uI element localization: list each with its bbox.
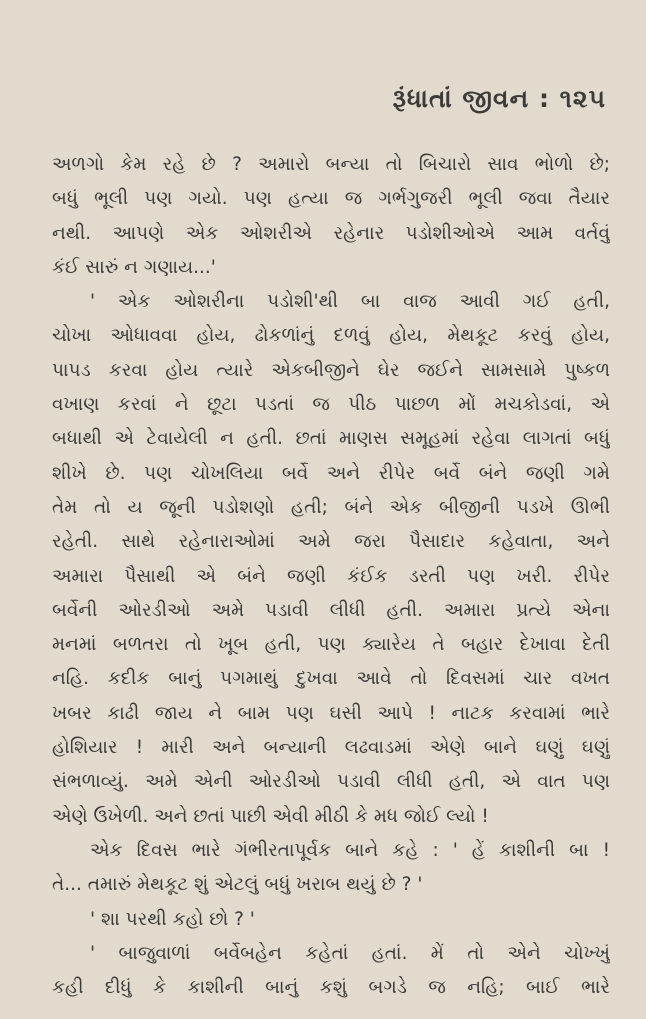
text-line: બધું ભૂલી પણ ગયો. પણ હત્યા જ ગર્ભગુજરી ભૂલી જવા તૈયાર: [52, 188, 610, 210]
text-line: શીખે છે. પણ ચોખલિયા બર્વે અને રીપેર બર્વે બંને જણી ગમે: [52, 462, 610, 484]
text-line: રહેતી. સાથે રહેનારાઓમાં અમે જરા પૈસાદાર કહેવાતા, અને: [52, 531, 610, 553]
text-line: ચોખા ઓધાવવા હોય, ઢોકળાંનું દળવું હોય, મેથકૂટ કરવું હોય,: [52, 325, 610, 347]
text-line: કહી દીધું કે કાશીની બાનું કશું બગડે જ નહિ; બાઈ ભારે: [52, 977, 610, 999]
text-line: સંભળાવ્યું. અમે એની ઓરડીઓ પડાવી લીધી હતી, એ વાત પણ: [52, 771, 610, 793]
paragraph: [52, 903, 610, 937]
body-text: [52, 148, 610, 1005]
text-line: નથી. આપણે એક ઓશરીએ રહેનાર પડોશીઓએ આમ વર્તવું: [52, 222, 610, 244]
text-line: તેમ તો ય જૂની પડોશણો હતી; બંને એક બીજીની પડખે ઊભી: [52, 496, 610, 518]
text-line: બધાથી એ ટેવાયેલી ન હતી. છતાં માણસ સમૂહમાં રહેવા લાગતાં બધું: [52, 428, 610, 450]
text-line: અળગો કેમ રહે છે ? અમારો બન્યા તો બિચારો સાવ ભોળો છે;: [52, 154, 610, 175]
text-line: કંઈ સારું ન ગણાય...': [52, 256, 216, 278]
text-line: ' એક ઓશરીના પડોશી'થી બા વાજ આવી ગઈ હતી,: [90, 291, 610, 313]
text-line: તે... તમારું મેથકૂટ શું એટલું બધું ખરાબ થયું છે ? ': [52, 874, 423, 896]
running-head: રૂંધાતાં જીવન : ૧૨૫: [392, 84, 606, 113]
text-line: એણે ઉખેળી. અને છતાં પાછી એવી મીઠી કે મધ જોઈ લ્યો !: [52, 805, 489, 827]
paragraph: [52, 937, 610, 1006]
text-line: વખાણ કરવાં ને છૂટા પડતાં જ પીઠ પાછળ મોં મચકોડવાં, એ: [52, 394, 610, 416]
text-line: ' બાજુવાળાં બર્વેબહેન કહેતાં હતાં. મેં તો એને ચોખ્ખું: [90, 942, 610, 964]
text-line: મનમાં બળતરા તો ખૂબ હતી, પણ ક્યારેય તે બહાર દેખાવા દેતી: [52, 634, 610, 656]
text-line: બર્વેની ઓરડીઓ અમે પડાવી લીધી હતી. અમારા પ્રત્યે એના: [52, 599, 610, 621]
paragraph: [52, 148, 610, 285]
text-line: એક દિવસ ભારે ગંભીરતાપૂર્વક બાને કહે : ' હેં કાશીની બા !: [90, 839, 610, 861]
paragraph: [52, 285, 610, 834]
text-line: ખબર કાઢી જાય ને બામ પણ ઘસી આપે ! નાટક કરવામાં ભારે: [52, 702, 610, 724]
text-line: હોશિયાર ! મારી અને બન્યાની લઢવાડમાં એણે બાને ઘણું ઘણું: [52, 737, 610, 759]
text-line: અમારા પૈસાથી એ બંને જણી કંઈક ડરતી પણ ખરી. રીપેર: [52, 565, 610, 587]
text-line: નહિ. કદીક બાનું પગમાથું દુખવા આવે તો દિવસમાં ચાર વખત: [52, 668, 610, 690]
paragraph: [52, 834, 610, 903]
text-line: ' શા પરથી કહો છો ? ': [90, 908, 255, 930]
text-line: પાપડ કરવા હોય ત્યારે એકબીજીને ઘેર જઈને સામસામે પુષ્કળ: [52, 359, 610, 381]
